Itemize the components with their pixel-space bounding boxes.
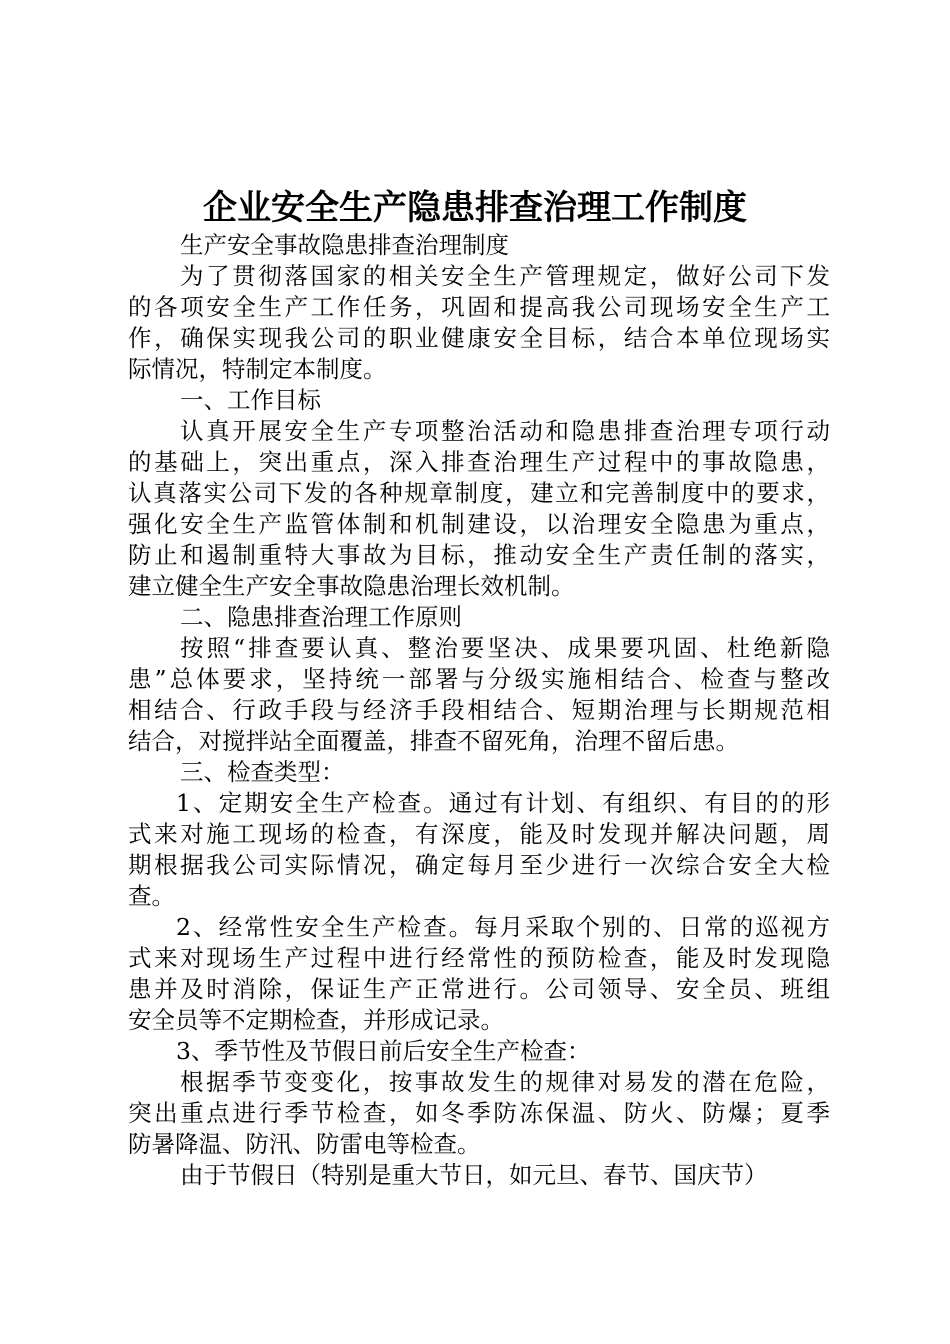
- section-heading: 二、隐患排查治理工作原则: [180, 603, 462, 631]
- body-line: 患”总体要求，坚持统一部署与分级实施相结合、检查与整改: [128, 665, 830, 693]
- body-line: 患并及时消除，保证生产正常进行。公司领导、安全员、班组: [128, 975, 830, 1003]
- body-line: 突出重点进行季节检查，如冬季防冻保温、防火、防爆；夏季: [128, 1099, 830, 1127]
- body-line: 的基础上，突出重点，深入排查治理生产过程中的事故隐患，: [128, 448, 830, 476]
- body-line: 作，确保实现我公司的职业健康安全目标，结合本单位现场实: [128, 324, 830, 352]
- body-line: 认真落实公司下发的各种规章制度，建立和完善制度中的要求，: [128, 479, 830, 507]
- body-line: 由于节假日（特别是重大节日，如元旦、春节、国庆节）: [180, 1161, 768, 1189]
- body-line: 相结合、行政手段与经济手段相结合、短期治理与长期规范相: [128, 696, 830, 724]
- body-line: 为了贯彻落国家的相关安全生产管理规定，做好公司下发: [180, 262, 830, 290]
- body-line: 的各项安全生产工作任务，巩固和提高我公司现场安全生产工: [128, 293, 830, 321]
- body-line: 式来对现场生产过程中进行经常性的预防检查，能及时发现隐: [128, 944, 830, 972]
- body-line: 2、经常性安全生产检查。每月采取个别的、日常的巡视方: [176, 913, 830, 941]
- body-line: 际情况，特制定本制度。: [128, 355, 387, 383]
- body-line: 建立健全生产安全事故隐患治理长效机制。: [128, 572, 575, 600]
- section-heading: 一、工作目标: [180, 386, 321, 414]
- body-line: 期根据我公司实际情况，确定每月至少进行一次综合安全大检: [128, 851, 830, 879]
- body-line: 式来对施工现场的检查，有深度，能及时发现并解决问题，周: [128, 820, 830, 848]
- body-line: 查。: [128, 882, 175, 910]
- body-line: 防止和遏制重特大事故为目标，推动安全生产责任制的落实，: [128, 541, 830, 569]
- body-line: 根据季节变变化，按事故发生的规律对易发的潜在危险，: [180, 1068, 830, 1096]
- body-line: 认真开展安全生产专项整治活动和隐患排查治理专项行动: [180, 417, 830, 445]
- body-line: 生产安全事故隐患排查治理制度: [180, 231, 509, 259]
- document-title: 企业安全生产隐患排查治理工作制度: [203, 188, 747, 228]
- body-line: 安全员等不定期检查，并形成记录。: [128, 1006, 504, 1034]
- body-line: 1、定期安全生产检查。通过有计划、有组织、有目的的形: [176, 789, 830, 817]
- body-line: 结合，对搅拌站全面覆盖，排查不留死角，治理不留后患。: [128, 727, 739, 755]
- section-heading: 3、季节性及节假日前后安全生产检查：: [176, 1037, 591, 1065]
- body-line: 按照“排查要认真、整治要坚决、成果要巩固、杜绝新隐: [180, 634, 830, 662]
- section-heading: 三、检查类型：: [180, 758, 345, 786]
- document-body: [128, 230, 830, 1191]
- body-line: 强化安全生产监管体制和机制建设，以治理安全隐患为重点，: [128, 510, 830, 538]
- body-line: 防暑降温、防汛、防雷电等检查。: [128, 1130, 481, 1158]
